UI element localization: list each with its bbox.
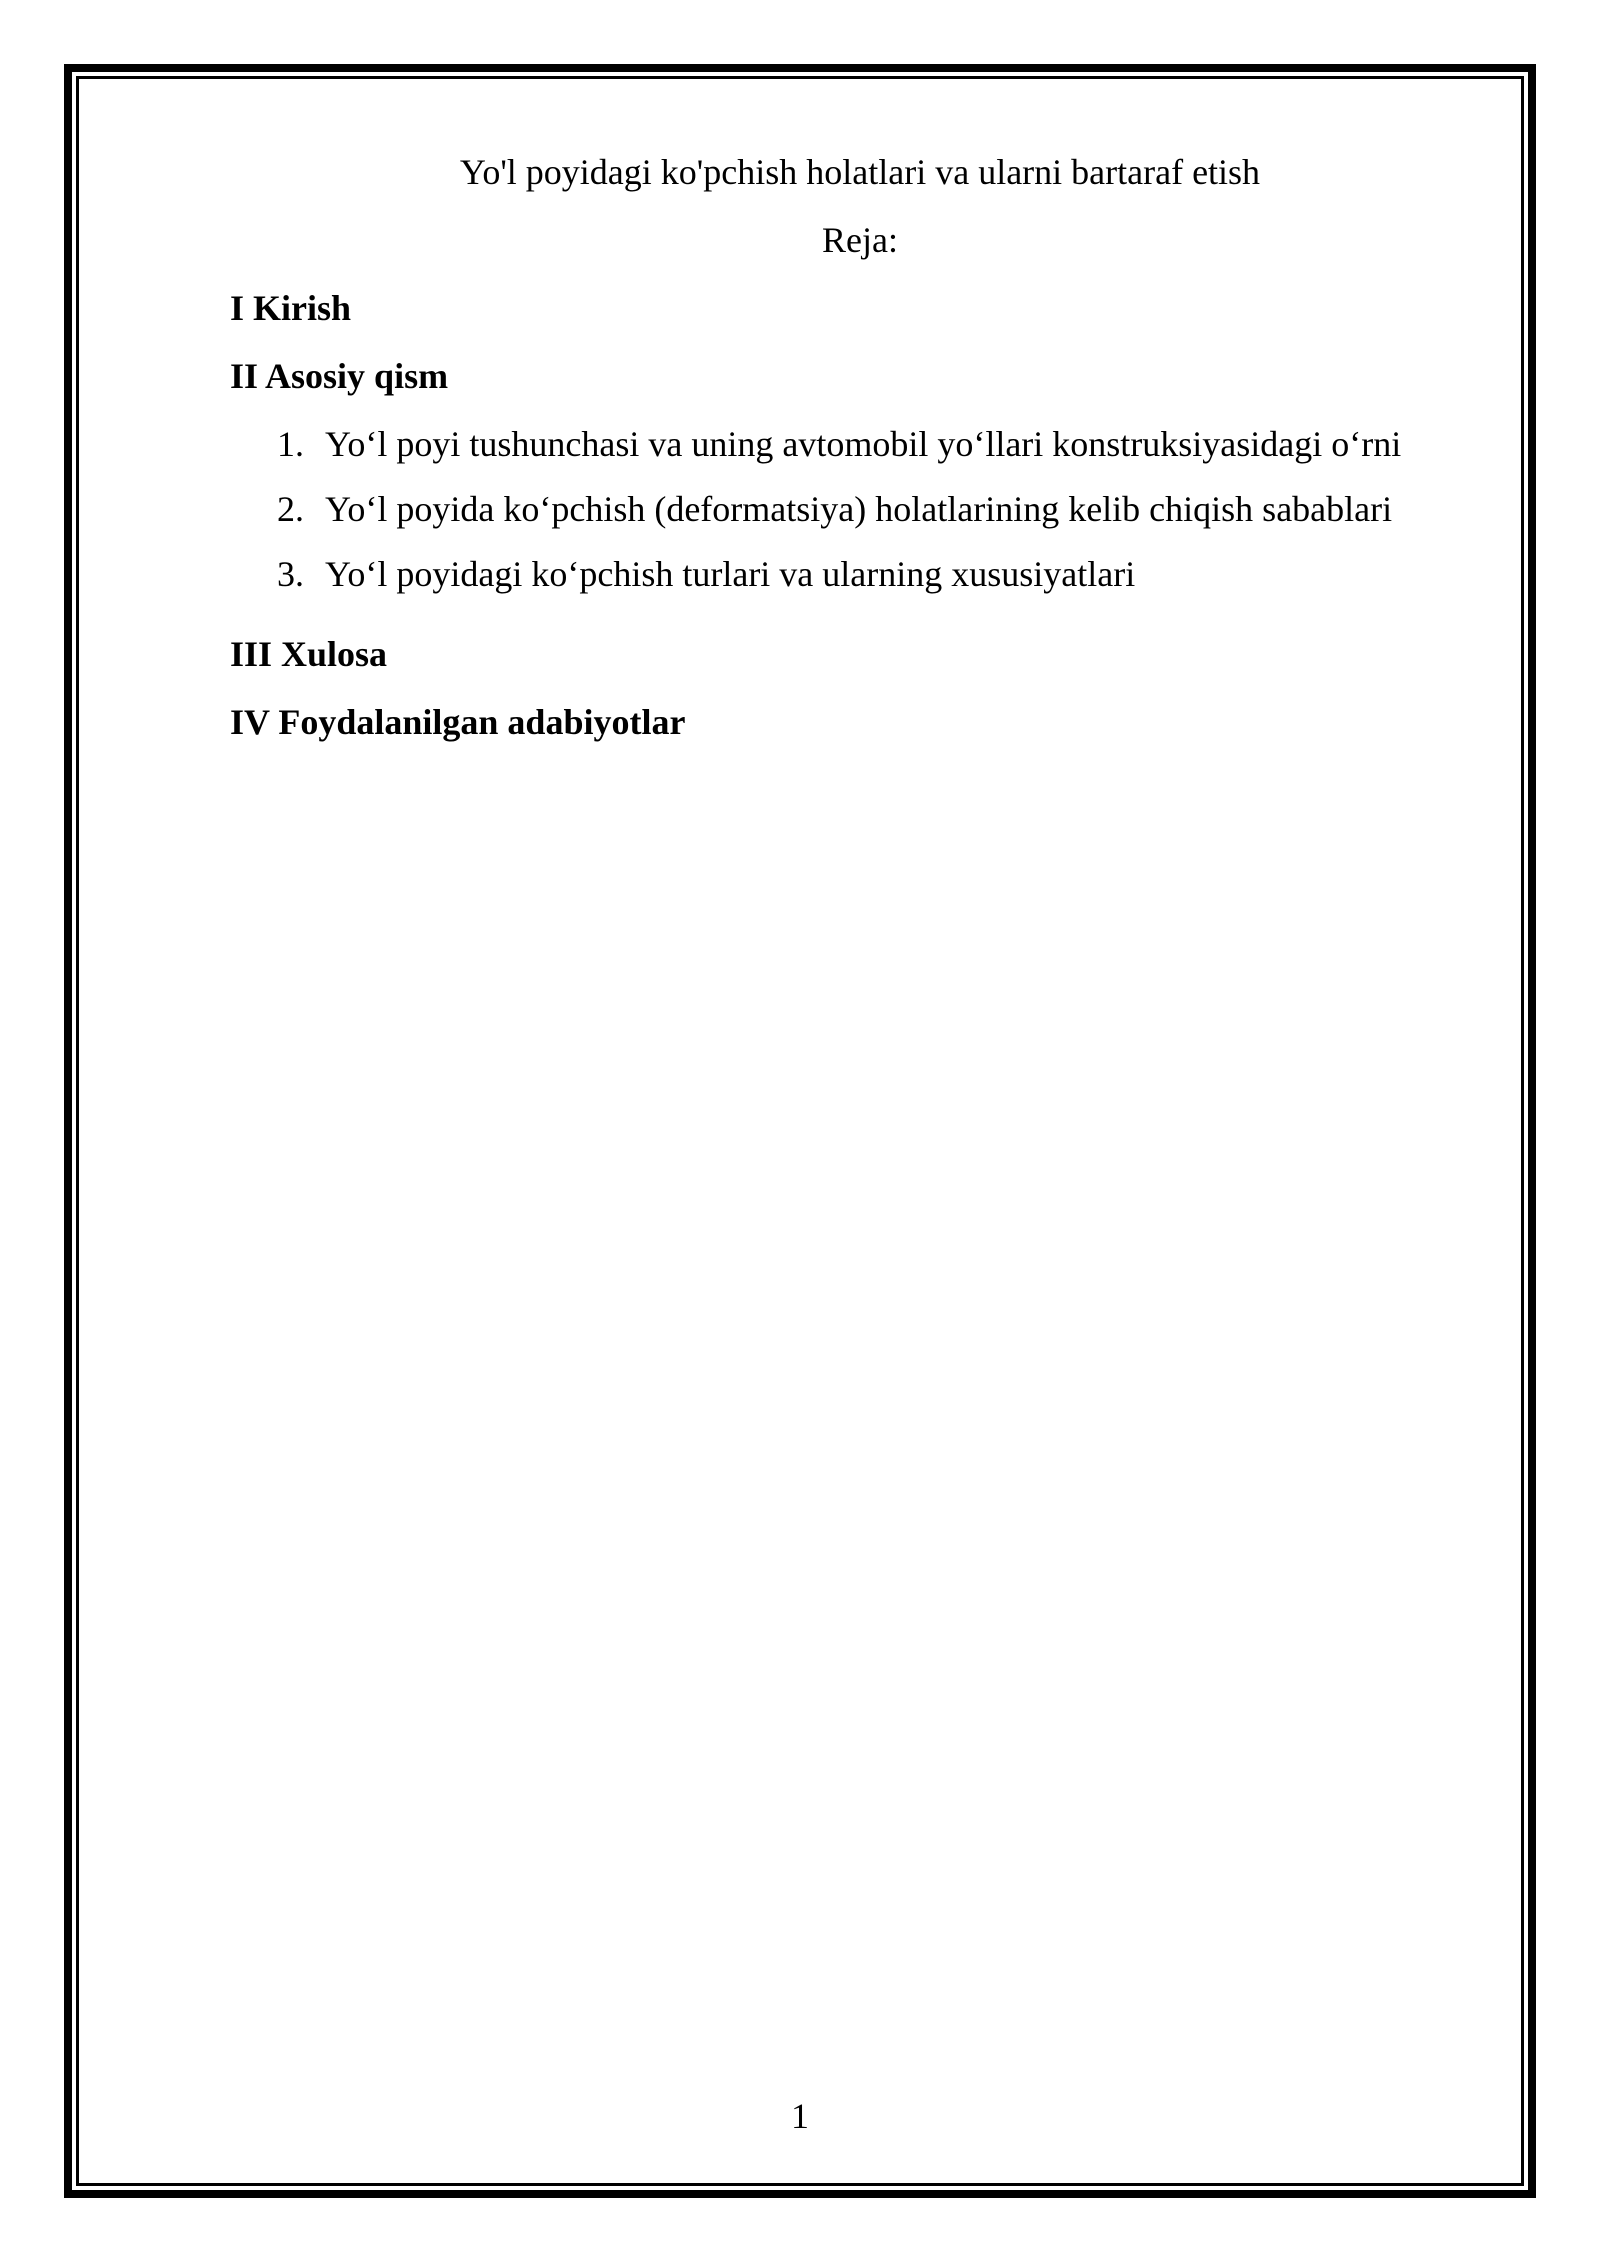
section-intro: I Kirish bbox=[230, 288, 352, 328]
list-item-text: Yo‘l poyida ko‘pchish (deformatsiya) holatlarining kelib chiqish sabablari bbox=[325, 489, 1393, 529]
document-title: Yo'l poyidagi ko'pchish holatlari va ularni bartaraf etish bbox=[459, 152, 1261, 192]
list-item-number: 2. bbox=[277, 489, 304, 529]
page-number: 1 bbox=[791, 2096, 809, 2136]
document-body bbox=[230, 148, 1480, 746]
list-item bbox=[230, 550, 1480, 598]
list-item bbox=[230, 420, 1480, 468]
list-item bbox=[230, 485, 1480, 533]
list-item-text: Yo‘l poyidagi ko‘pchish turlari va ularning xususiyatlari bbox=[325, 554, 1136, 594]
list-item-number: 1. bbox=[277, 424, 304, 464]
plan-label: Reja: bbox=[822, 220, 898, 260]
section-main: II Asosiy qism bbox=[230, 356, 449, 396]
list-item-number: 3. bbox=[277, 554, 304, 594]
section-references: IV Foydalanilgan adabiyotlar bbox=[230, 702, 686, 742]
list-item-text: Yo‘l poyi tushunchasi va uning avtomobil yo‘llari konstruksiyasidagi o‘rni bbox=[325, 424, 1402, 464]
section-conclusion: III Xulosa bbox=[230, 634, 388, 674]
main-items-list bbox=[230, 420, 1480, 598]
